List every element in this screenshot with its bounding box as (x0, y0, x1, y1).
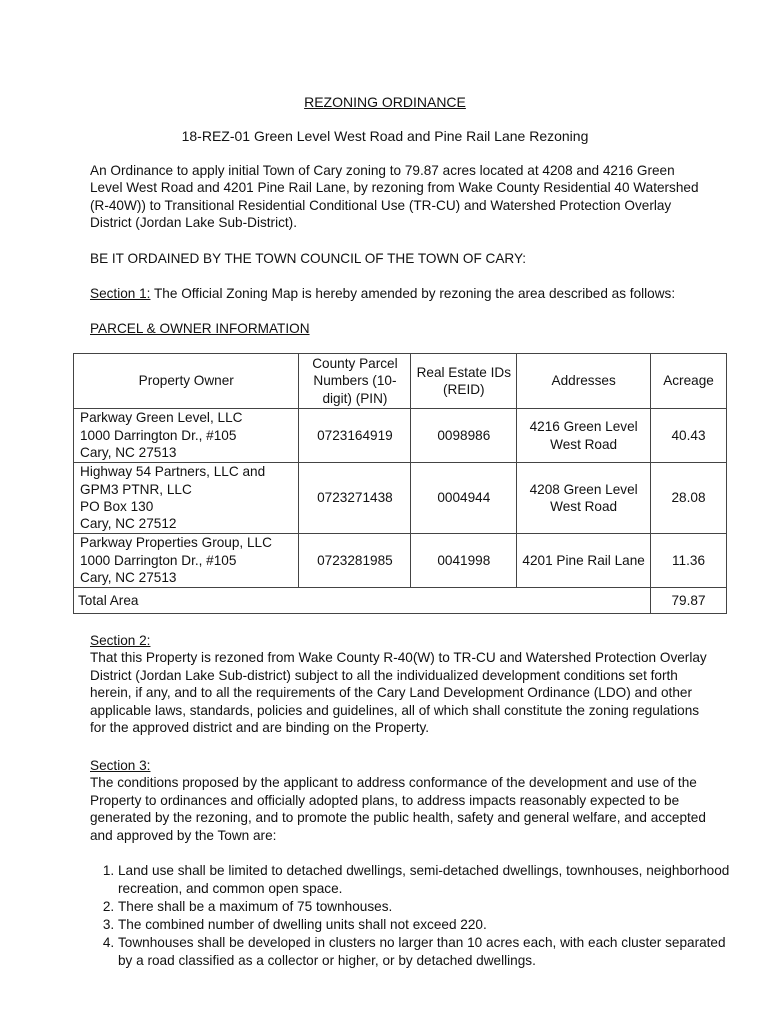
parcel-table (73, 353, 727, 614)
address-cell: 4201 Pine Rail Lane (517, 534, 651, 588)
table-row (74, 409, 727, 463)
header-property-owner: Property Owner (74, 354, 299, 409)
section-3-text: The conditions proposed by the applicant to address conformance of the development and use of the Property to ordinances and officially adopted plans, to address impacts reasonably expected to be generated by the rezoning, and to promote the public health, safety and general welfare, and accepted and approved by the Town are: (90, 775, 706, 843)
document-title: REZONING ORDINANCE (304, 94, 466, 110)
pin-cell: 0723164919 (299, 409, 411, 463)
reid-cell: 0098986 (411, 409, 517, 463)
section-1 (90, 285, 710, 302)
table-header-row (74, 354, 727, 409)
header-addresses: Addresses (517, 354, 651, 409)
acreage-cell: 40.43 (651, 409, 727, 463)
condition-item: 1. Land use shall be limited to detached dwellings, semi-detached dwellings, townhouses, neighborhood recreation, and common open space. (118, 862, 738, 898)
document-subtitle: 18-REZ-01 Green Level West Road and Pine Rail Lane Rezoning (181, 128, 589, 144)
acreage-cell: 11.36 (651, 534, 727, 588)
total-area-value: 79.87 (651, 588, 727, 614)
table-row (74, 463, 727, 534)
reid-cell: 0004944 (411, 463, 517, 534)
address-cell: 4216 Green Level West Road (517, 409, 651, 463)
section-3-label: Section 3: (90, 758, 151, 773)
parcel-heading: PARCEL & OWNER INFORMATION (90, 321, 310, 336)
section-2-label: Section 2: (90, 633, 151, 648)
address-cell: 4208 Green Level West Road (517, 463, 651, 534)
section-1-label: Section 1: (90, 286, 151, 301)
owner-cell: Parkway Properties Group, LLC 1000 Darrington Dr., #105 Cary, NC 27513 (74, 534, 299, 588)
condition-item: 4. Townhouses shall be developed in clusters no larger than 10 acres each, with each cluster separated by a road classified as a collector or higher, or by detached dwellings. (118, 934, 738, 970)
section-2-text: That this Property is rezoned from Wake County R-40(W) to TR-CU and Watershed Protection Overlay District (Jordan Lake Sub-district) subject to all the individualized development conditions set forth herein, if any, and to all the requirements of the Cary Land Development Ordinance (LDO) and other applicable laws, standards, policies and guidelines, all of which shall constitute the zoning regulations for the approved district and are binding on the Property. (90, 650, 707, 736)
total-area-label: Total Area (74, 588, 651, 614)
section-1-text: The Official Zoning Map is hereby amended by rezoning the area described as follows: (150, 286, 676, 301)
header-county-parcel-numbers: County Parcel Numbers (10-digit) (PIN) (299, 354, 411, 409)
section-2 (90, 632, 710, 736)
reid-cell: 0041998 (411, 534, 517, 588)
condition-item: 2. There shall be a maximum of 75 townhouses. (118, 898, 738, 916)
owner-cell: Highway 54 Partners, LLC and GPM3 PTNR, LLC PO Box 130 Cary, NC 27512 (74, 463, 299, 534)
section-3 (90, 757, 710, 844)
total-row (74, 588, 727, 614)
conditions-list (90, 862, 738, 970)
owner-cell: Parkway Green Level, LLC 1000 Darrington Dr., #105 Cary, NC 27513 (74, 409, 299, 463)
header-acreage: Acreage (651, 354, 727, 409)
pin-cell: 0723271438 (299, 463, 411, 534)
intro-paragraph: An Ordinance to apply initial Town of Cary zoning to 79.87 acres located at 4208 and 4216 Green Level West Road and 4201 Pine Rail Lane, by rezoning from Wake County Residential 40 Watershed (R-40W)) to Transitional Residential Conditional Use (TR-CU) and Watershed Protection Overlay District (Jordan Lake Sub-District). (90, 163, 699, 231)
condition-item: 3. The combined number of dwelling units shall not exceed 220. (118, 916, 738, 934)
ordained-statement: BE IT ORDAINED BY THE TOWN COUNCIL OF THE TOWN OF CARY: (90, 251, 527, 266)
acreage-cell: 28.08 (651, 463, 727, 534)
pin-cell: 0723281985 (299, 534, 411, 588)
table-row (74, 534, 727, 588)
header-real-estate-ids: Real Estate IDs (REID) (411, 354, 517, 409)
